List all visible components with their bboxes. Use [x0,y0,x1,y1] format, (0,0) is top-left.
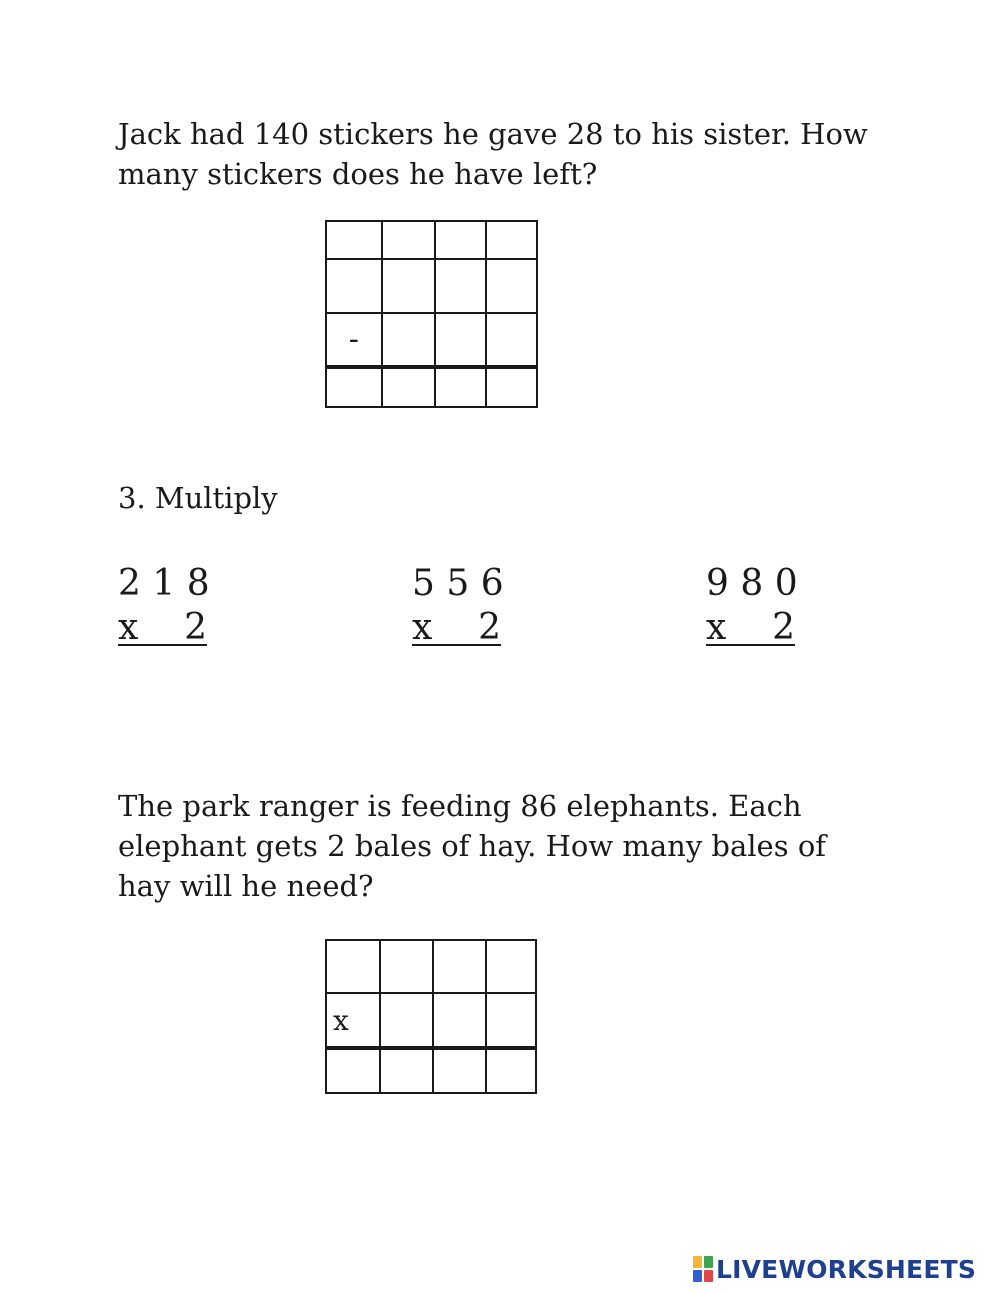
answer-cell[interactable] [380,1048,433,1093]
answer-cell[interactable] [382,367,435,407]
grid-cell[interactable] [486,313,537,367]
grid-cell[interactable] [382,259,435,313]
liveworksheets-logo-icon [693,1256,713,1282]
grid-cell[interactable] [486,993,536,1048]
multiplicand: 9 8 0 [706,563,798,604]
multiplication-answer-grid [325,939,537,1094]
grid-cell[interactable] [435,221,486,259]
grid-cell[interactable] [433,993,485,1048]
operator-cell [326,313,382,367]
subtraction-answer-grid [325,220,538,408]
brand-name: LIVEWORKSHEETS [716,1254,977,1284]
grid-cell[interactable] [326,259,382,313]
grid-cell[interactable] [326,221,382,259]
grid-cell[interactable] [435,259,486,313]
answer-cell[interactable] [486,367,537,407]
grid-cell[interactable] [486,940,536,993]
multiplier-line: x 2 [118,607,207,648]
multiplicand: 2 1 8 [118,563,210,604]
multiplication-problem-1 [118,562,210,650]
multiplier-line: x 2 [412,607,501,648]
grid-cell[interactable] [486,259,537,313]
minus-sign: - [348,322,359,357]
word-problem-subtraction: Jack had 140 stickers he gave 28 to his sister. How many stickers does he have left? [118,117,868,191]
answer-cell[interactable] [486,1048,536,1093]
grid-cell[interactable] [382,221,435,259]
multiplication-problem-2 [412,562,504,650]
multiplication-problem-3 [706,562,798,650]
grid-cell[interactable] [380,940,433,993]
operator-cell [326,993,380,1048]
word-problem-multiplication: The park ranger is feeding 86 elephants. Each elephant gets 2 bales of hay. How many bales of hay will he need? [118,789,827,903]
grid-cell[interactable] [382,313,435,367]
answer-cell[interactable] [326,367,382,407]
grid-cell[interactable] [326,940,380,993]
section-heading: 3. Multiply [118,481,278,515]
multiplicand: 5 5 6 [412,563,504,604]
times-sign: x [333,1003,349,1037]
multiplier-line: x 2 [706,607,795,648]
answer-cell[interactable] [435,367,486,407]
grid-cell[interactable] [433,940,485,993]
grid-cell[interactable] [380,993,433,1048]
grid-cell[interactable] [486,221,537,259]
answer-cell[interactable] [326,1048,380,1093]
grid-cell[interactable] [435,313,486,367]
answer-cell[interactable] [433,1048,485,1093]
liveworksheets-branding[interactable] [693,1252,976,1286]
